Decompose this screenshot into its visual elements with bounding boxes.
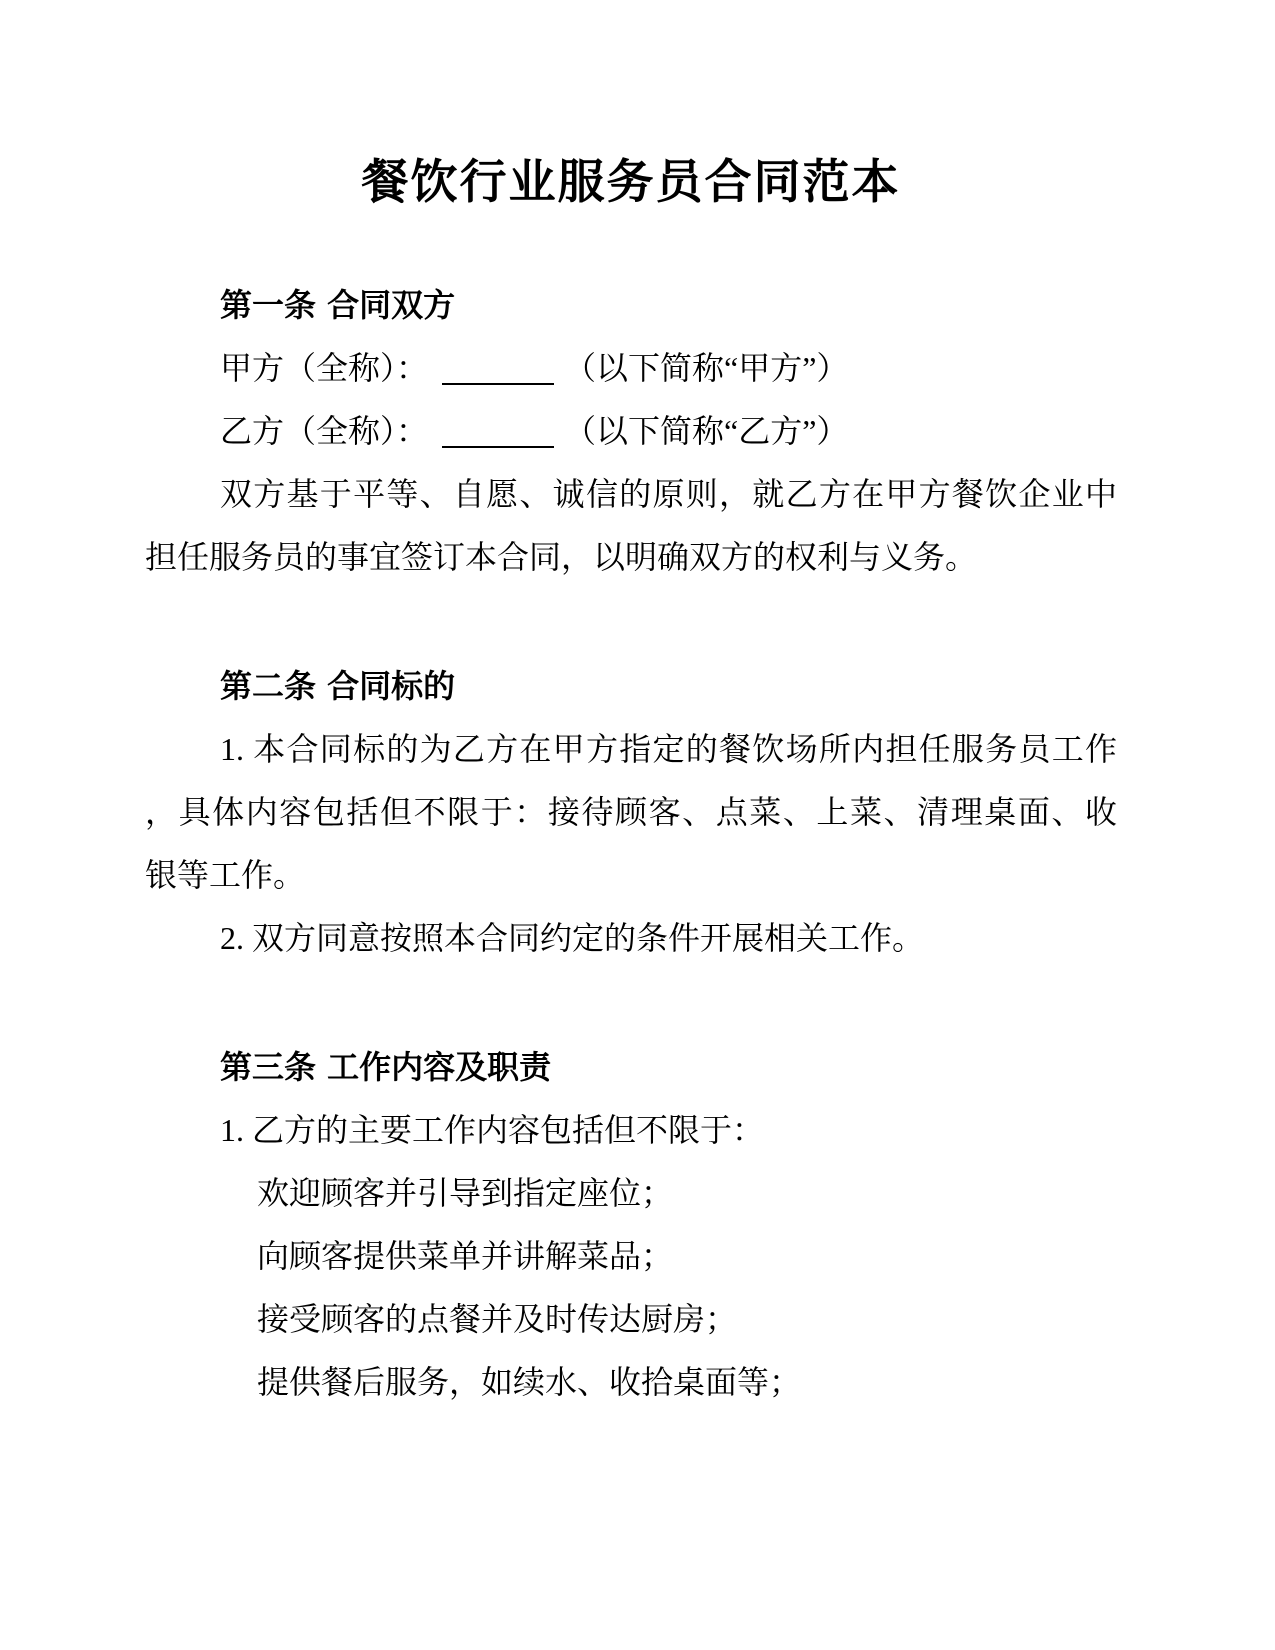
duty-item-3: 接受顾客的点餐并及时传达厨房； — [257, 1301, 738, 1337]
document-title: 餐饮行业服务员合同范本 — [361, 155, 901, 210]
section-1-intro-line-1: 双方基于平等、自愿、诚信的原则，就乙方在甲方餐饮企业中 — [220, 476, 1117, 512]
section-3-heading: 第三条 工作内容及职责 — [220, 1048, 552, 1086]
duty-item-2: 向顾客提供菜单并讲解菜品； — [257, 1238, 674, 1274]
section-2-heading: 第二条 合同标的 — [220, 667, 456, 705]
section-2-clause-2: 2. 双方同意按照本合同约定的条件开展相关工作。 — [220, 920, 925, 956]
party-b-label: 乙方（全称）： — [220, 413, 429, 449]
party-b-line — [145, 400, 1117, 463]
party-b-alias: （以下简称“乙方”） — [564, 413, 849, 449]
party-b-blank-line — [442, 416, 554, 448]
duty-item-4: 提供餐后服务，如续水、收拾桌面等； — [257, 1364, 802, 1400]
section-2-clause-1-line-2: ，具体内容包括但不限于：接待顾客、点菜、上菜、清理桌面、收 — [145, 794, 1117, 830]
section-2-clause-1-line-3: 银等工作。 — [145, 857, 306, 893]
section-1-heading: 第一条 合同双方 — [220, 286, 456, 324]
section-1-intro-line-2: 担任服务员的事宜签订本合同，以明确双方的权利与义务。 — [145, 539, 978, 575]
section-2-clause-1-line-1: 1. 本合同标的为乙方在甲方指定的餐饮场所内担任服务员工作 — [220, 731, 1117, 767]
party-a-line — [145, 337, 1117, 400]
party-a-label: 甲方（全称）： — [220, 350, 429, 386]
party-a-blank-line — [442, 353, 554, 385]
party-a-alias: （以下简称“甲方”） — [564, 350, 849, 386]
duty-item-1: 欢迎顾客并引导到指定座位； — [257, 1175, 674, 1211]
section-3-clause-1: 1. 乙方的主要工作内容包括但不限于： — [220, 1112, 765, 1148]
